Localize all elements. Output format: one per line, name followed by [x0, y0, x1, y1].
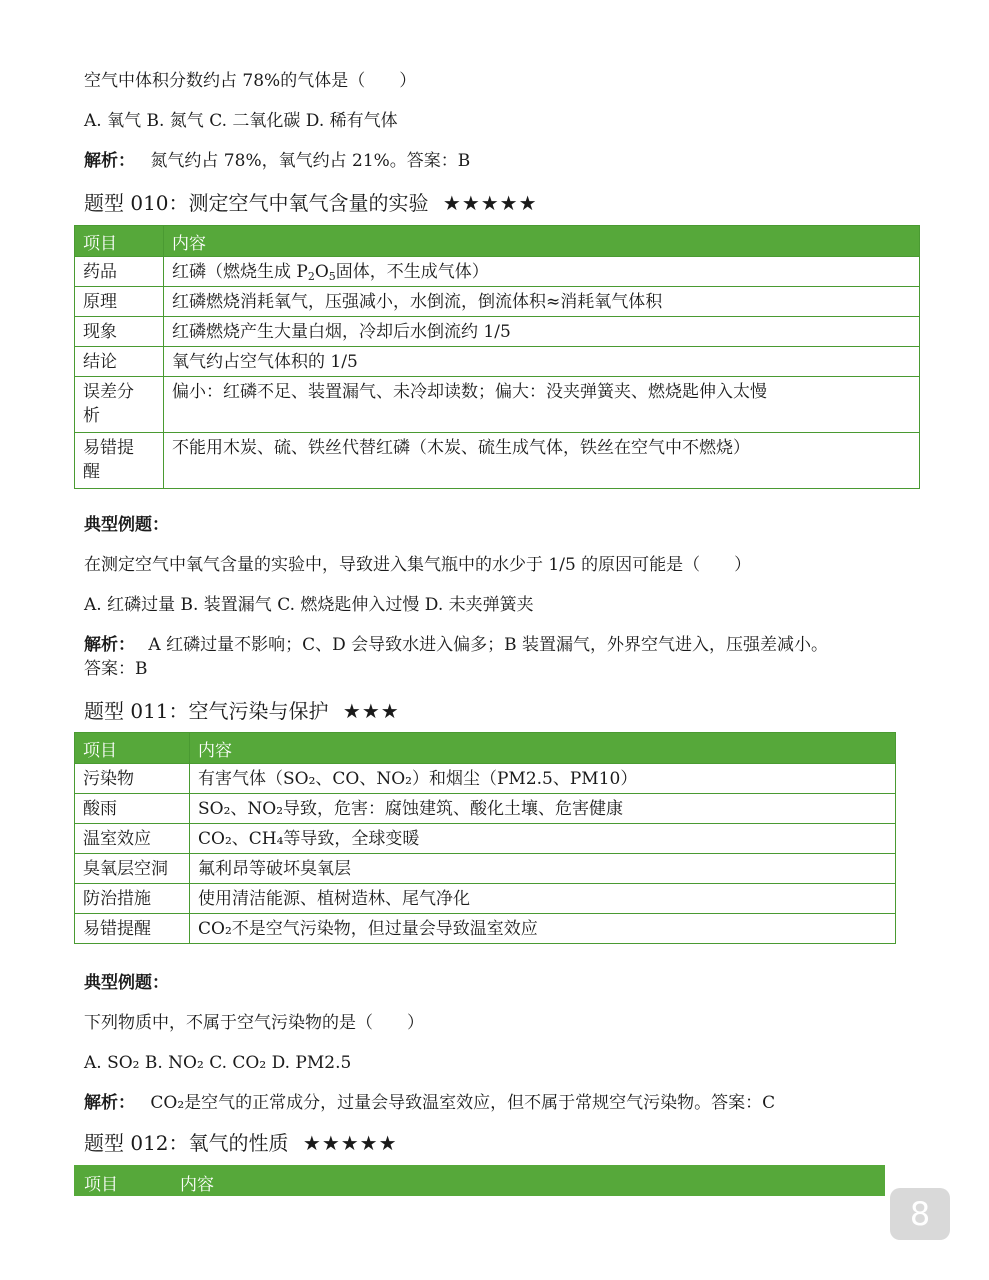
example-options: A. SO₂ B. NO₂ C. CO₂ D. PM2.5 [84, 1053, 352, 1073]
example-analysis [84, 634, 828, 656]
difficulty-stars: ★★★ [342, 699, 400, 723]
table-row [75, 317, 920, 347]
content-part: O [314, 261, 329, 282]
example-question: 在测定空气中氧气含量的实验中，导致进入集气瓶中的水少于 1/5 的原因可能是（ ） [84, 555, 752, 575]
row-content: 不能用木炭、硫、铁丝代替红磷（木炭、硫生成气体，铁丝在空气中不燃烧） [164, 433, 920, 489]
intro-question: 空气中体积分数约占 78%的气体是（ ） [84, 71, 417, 91]
analysis-label: 解析： [84, 635, 135, 655]
row-content: 偏小：红磷不足、装置漏气、未冷却读数；偏大：没夹弹簧夹、燃烧匙伸入太慢 [164, 377, 920, 433]
column-header-item: 项目 [75, 733, 190, 764]
analysis-text: 氮气约占 78%，氧气约占 21%。答案：B [150, 151, 471, 171]
row-item: 药品 [75, 257, 164, 287]
table-row [75, 854, 896, 884]
column-header-item: 项目 [75, 226, 164, 257]
row-content: 氧气约占空气体积的 1/5 [164, 347, 920, 377]
row-content: 红磷燃烧产生大量白烟，冷却后水倒流约 1/5 [164, 317, 920, 347]
table-row [75, 347, 920, 377]
section-011-heading [84, 698, 400, 724]
example-options: A. 红磷过量 B. 装置漏气 C. 燃烧匙伸入过慢 D. 未夹弹簧夹 [84, 595, 534, 615]
table-row [75, 433, 920, 489]
row-content: 红磷燃烧消耗氧气，压强减小，水倒流，倒流体积≈消耗氧气体积 [164, 287, 920, 317]
row-content: SO₂、NO₂导致，危害：腐蚀建筑、酸化土壤、危害健康 [190, 794, 896, 824]
example-question: 下列物质中，不属于空气污染物的是（ ） [84, 1013, 424, 1033]
table-row [75, 914, 896, 944]
column-header-content: 内容 [164, 226, 920, 257]
section-012-table-header [74, 1165, 885, 1196]
row-content: 有害气体（SO₂、CO、NO₂）和烟尘（PM2.5、PM10） [190, 764, 896, 794]
row-item: 温室效应 [75, 824, 190, 854]
difficulty-stars: ★★★★★ [442, 191, 538, 215]
subscript: 5 [328, 269, 336, 283]
row-item: 防治措施 [75, 884, 190, 914]
subscript: 2 [307, 269, 315, 283]
row-item: 结论 [75, 347, 164, 377]
table-row [75, 377, 920, 433]
row-content: CO₂不是空气污染物，但过量会导致温室效应 [190, 914, 896, 944]
table-row [75, 884, 896, 914]
intro-options: A. 氧气 B. 氮气 C. 二氧化碳 D. 稀有气体 [84, 111, 398, 131]
column-header-content: 内容 [190, 733, 896, 764]
row-item: 酸雨 [75, 794, 190, 824]
row-item [75, 433, 164, 489]
section-012-heading [84, 1130, 398, 1156]
row-item: 易错提醒 [75, 914, 190, 944]
analysis-text: CO₂是空气的正常成分，过量会导致温室效应，但不属于常规空气污染物。答案：C [150, 1093, 776, 1113]
row-item [75, 377, 164, 433]
table-row [75, 824, 896, 854]
content-part: 固体，不生成气体） [335, 261, 489, 282]
section-title: 题型 010：测定空气中氧气含量的实验 [84, 191, 429, 215]
analysis-text: A 红磷过量不影响；C、D 会导致水进入偏多；B 装置漏气，外界空气进入，压强差减小。 [148, 635, 829, 655]
analysis-label: 解析： [84, 1093, 135, 1113]
row-content: CO₂、CH₄等导致，全球变暖 [190, 824, 896, 854]
section-011-table [74, 732, 896, 944]
row-item: 污染物 [75, 764, 190, 794]
row-content: 氟利昂等破坏臭氧层 [190, 854, 896, 884]
table-row [75, 794, 896, 824]
row-content [164, 257, 920, 287]
difficulty-stars: ★★★★★ [302, 1131, 398, 1155]
section-010-heading [84, 190, 538, 216]
section-010-table [74, 225, 920, 489]
table-row [75, 764, 896, 794]
row-content: 使用清洁能源、植树造林、尾气净化 [190, 884, 896, 914]
example-analysis [84, 1092, 775, 1114]
column-header-content: 内容 [180, 1175, 214, 1195]
row-item-line: 误差分 [83, 382, 134, 402]
section-title: 题型 011：空气污染与保护 [84, 699, 329, 723]
row-item-line: 易错提 [83, 438, 134, 458]
row-item-line: 析 [83, 406, 100, 426]
page-number-badge: 8 [890, 1188, 950, 1240]
row-item-line: 醒 [83, 462, 100, 482]
intro-analysis [84, 150, 470, 172]
table-row [75, 287, 920, 317]
table-row [75, 257, 920, 287]
table-header-row [75, 733, 896, 764]
analysis-label: 解析： [84, 151, 135, 171]
example-label: 典型例题： [84, 973, 169, 993]
column-header-item: 项目 [84, 1175, 118, 1195]
content-part: 红磷（燃烧生成 P [172, 261, 308, 282]
section-title: 题型 012：氧气的性质 [84, 1131, 289, 1155]
example-answer: 答案：B [84, 659, 148, 679]
row-item: 原理 [75, 287, 164, 317]
row-item: 现象 [75, 317, 164, 347]
table-header-row [75, 226, 920, 257]
row-item: 臭氧层空洞 [75, 854, 190, 884]
example-label: 典型例题： [84, 515, 169, 535]
